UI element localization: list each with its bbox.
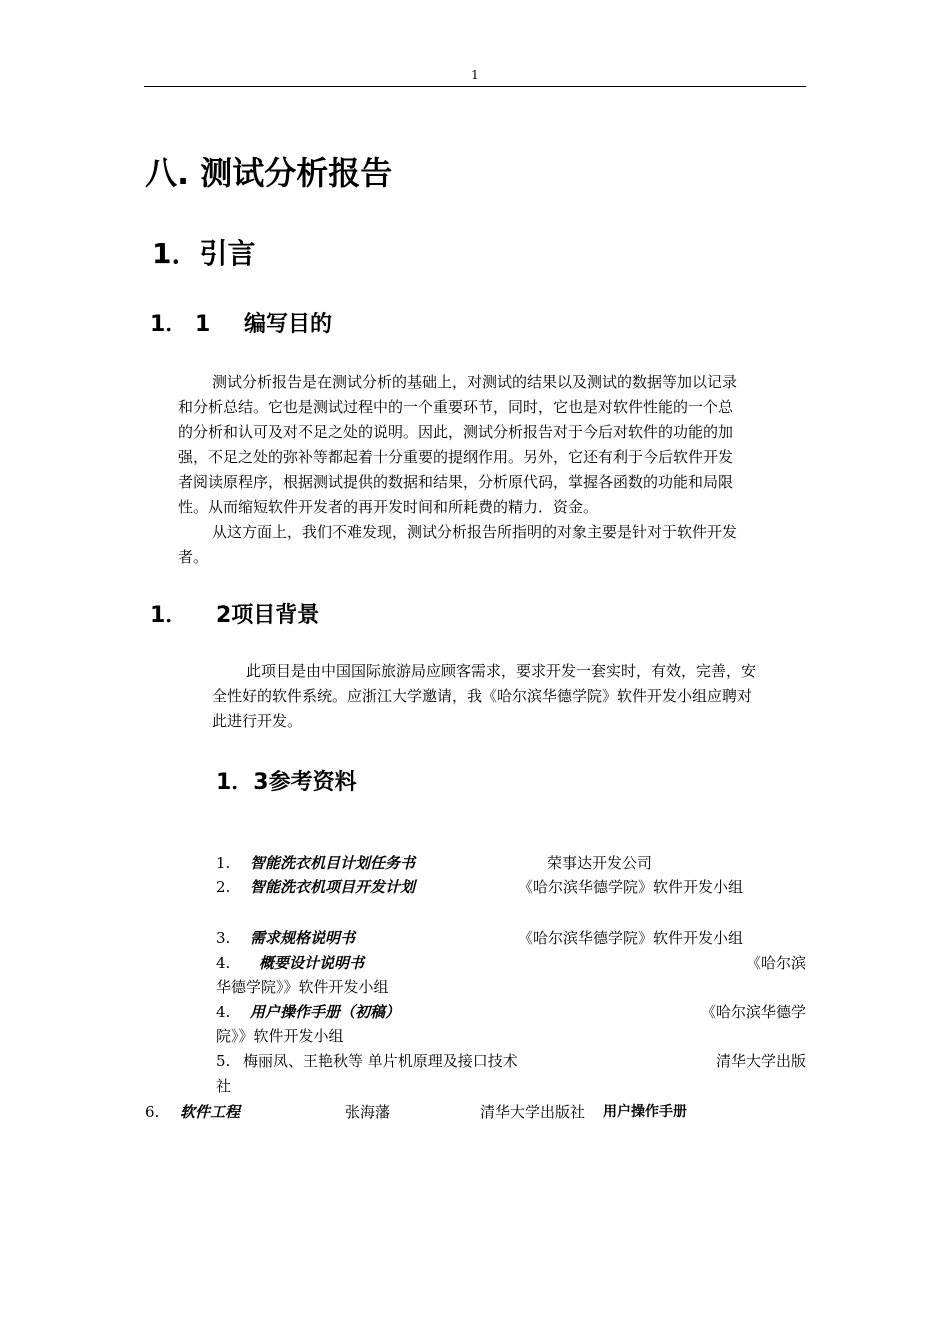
paragraph-line: 此进行开发。: [212, 712, 303, 730]
reference-7-extra: 用户操作手册: [603, 1104, 687, 1120]
paragraph-line: 全性好的软件系统。应浙江大学邀请，我《哈尔滨华德学院》软件开发小组应聘对: [212, 687, 753, 705]
paragraph-line: 从这方面上，我们不难发现，测试分析报告所指明的对象主要是针对于软件开发: [212, 523, 738, 541]
paragraph-line: 的分析和认可及对不足之处的说明。因此，测试分析报告对于今后对软件的功能的加: [178, 423, 734, 441]
reference-1-title: 智能洗衣机目计划任务书: [250, 854, 416, 872]
subsection-1-2-number: 1．: [150, 603, 188, 628]
subsection-1-3-title: 1．3参考资料: [216, 770, 357, 795]
reference-7-number: 6.: [145, 1103, 160, 1121]
reference-6-text: 梅丽凤、王艳秋等 单片机原理及接口技术: [243, 1052, 518, 1070]
paragraph-line: 者。: [178, 548, 209, 566]
reference-2-title: 智能洗衣机项目开发计划: [250, 878, 416, 896]
reference-4-number: 4.: [216, 954, 231, 972]
paragraph-line: 者阅读原程序，根据测试提供的数据和结果，分析原代码，掌握各函数的功能和局限: [178, 473, 734, 491]
page-number: 1: [471, 68, 479, 82]
paragraph-line: 测试分析报告是在测试分析的基础上，对测试的结果以及测试的数据等加以记录: [212, 373, 738, 391]
subsection-1-1-title: 编写目的: [244, 312, 333, 337]
purpose-paragraph-2: [178, 520, 737, 570]
reference-4-source-part1: 《哈尔滨: [745, 954, 806, 972]
paragraph-line: 性。从而缩短软件开发者的再开发时间和所耗费的精力．资金。: [178, 498, 599, 516]
reference-5-source-part1: 《哈尔滨华德学: [700, 1003, 806, 1021]
reference-5-title: 用户操作手册（初稿）: [250, 1003, 401, 1021]
subsection-1-1-number: 1． 1: [150, 312, 211, 337]
reference-1-number: 1.: [216, 854, 231, 872]
reference-2-number: 2.: [216, 878, 231, 896]
purpose-paragraph-1: [178, 370, 737, 520]
paragraph-line: 强，不足之处的弥补等都起着十分重要的提纲作用。另外，它还有利于今后软件开发: [178, 448, 734, 466]
reference-7-title: 软件工程: [180, 1103, 241, 1121]
subsection-1-2-title: 2项目背景: [216, 603, 320, 628]
reference-3-title: 需求规格说明书: [250, 929, 356, 947]
reference-5-number: 4.: [216, 1003, 231, 1021]
reference-6-source-part2: 社: [216, 1077, 232, 1095]
reference-6-source-part1: 清华大学出版: [715, 1052, 806, 1070]
header-rule: [144, 86, 806, 87]
background-paragraph: [212, 659, 756, 734]
reference-3-source: 《哈尔滨华德学院》软件开发小组: [518, 929, 744, 947]
reference-4-source-part2: 华德学院》》软件开发小组: [216, 978, 389, 996]
reference-3-number: 3.: [216, 929, 231, 947]
reference-7-author: 张海藩: [345, 1103, 391, 1121]
reference-6-number: 5.: [216, 1052, 231, 1070]
chapter-title: 八. 测试分析报告: [145, 154, 393, 192]
paragraph-line: 和分析总结。它也是测试过程中的一个重要环节，同时，它也是对软件性能的一个总: [178, 398, 734, 416]
reference-5-source-part2: 院》》软件开发小组: [216, 1027, 344, 1045]
reference-1-source: 荣事达开发公司: [547, 854, 653, 872]
paragraph-line: 此项目是由中国国际旅游局应顾客需求，要求开发一套实时，有效，完善，安: [246, 662, 757, 680]
section-title-introduction: 1．引言: [152, 237, 256, 270]
reference-2-source: 《哈尔滨华德学院》软件开发小组: [518, 878, 744, 896]
reference-7-source: 清华大学出版社: [480, 1103, 586, 1121]
reference-4-title: 概要设计说明书: [259, 954, 365, 972]
